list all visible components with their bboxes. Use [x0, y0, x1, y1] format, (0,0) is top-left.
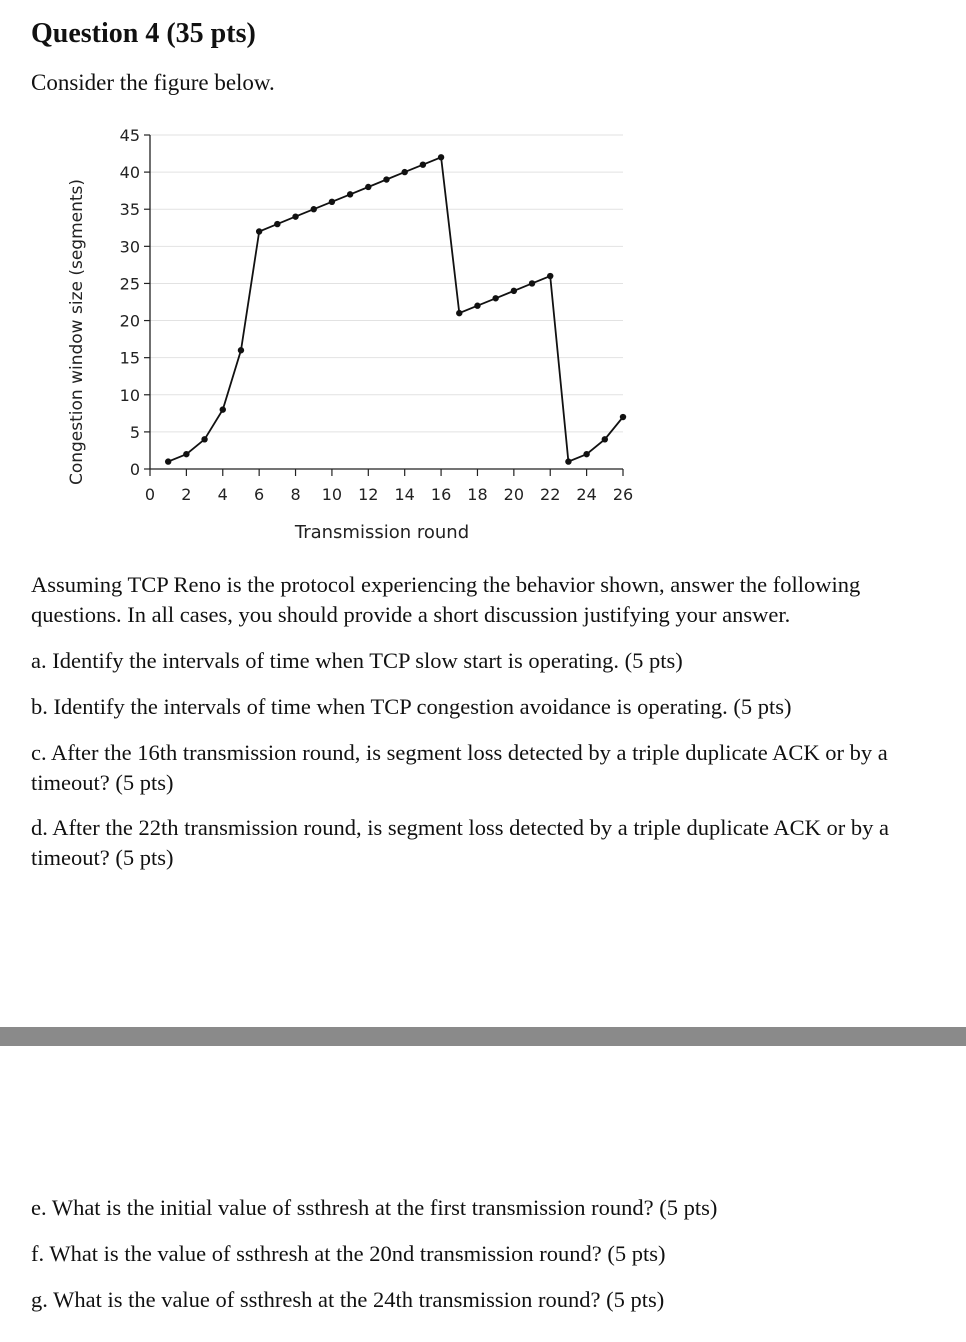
data-point-19 [492, 295, 498, 301]
data-point-7 [274, 221, 280, 227]
x-tick-label-13: 26 [612, 485, 634, 504]
data-point-13 [383, 176, 389, 182]
data-point-4 [220, 406, 226, 412]
y-tick-label-3: 15 [119, 348, 140, 368]
cwnd-chart [60, 120, 660, 550]
y-tick-label-8: 40 [119, 163, 140, 183]
chart-y-label: Congestion window size (segments) [67, 178, 87, 486]
x-tick-label-2: 4 [217, 485, 228, 504]
part-g: g. What is the value of ssthresh at the 24th transmission round? (5 pts) [31, 1287, 665, 1312]
x-tick-label-6: 12 [358, 485, 379, 504]
y-tick-label-5: 25 [119, 274, 140, 294]
data-point-18 [474, 303, 480, 309]
x-tick-label-11: 22 [540, 485, 561, 504]
x-tick-label-7: 14 [394, 485, 415, 504]
y-tick-label-4: 20 [119, 311, 140, 331]
x-tick-labels [145, 485, 633, 504]
series-line [168, 157, 623, 461]
data-point-1 [165, 458, 171, 464]
data-point-20 [511, 288, 517, 294]
part-a: a. Identify the intervals of time when TCP slow start is operating. (5 pts) [31, 648, 683, 673]
data-point-12 [365, 184, 371, 190]
y-tick-label-1: 5 [129, 422, 140, 442]
x-tick-label-5: 10 [321, 485, 343, 504]
data-point-8 [292, 213, 298, 219]
question-title: Question 4 (35 pts) [31, 18, 256, 49]
part-d: d. After the 22th transmission round, is segment loss detected by a triple duplicate ACK or by a timeout? (5 pts) [31, 815, 889, 870]
cwnd-series [165, 154, 626, 465]
question-intro: Consider the figure below. [31, 70, 275, 95]
data-point-6 [256, 228, 262, 234]
data-point-14 [401, 169, 407, 175]
data-point-11 [347, 191, 353, 197]
part-c: c. After the 16th transmission round, is segment loss detected by a triple duplicate ACK or by a timeout? (5 pts) [31, 740, 888, 795]
y-tick-labels [120, 126, 140, 479]
chart-x-label: Transmission round [294, 522, 470, 543]
y-tick-label-6: 30 [119, 237, 140, 257]
data-point-9 [311, 206, 317, 212]
part-f: f. What is the value of ssthresh at the 20nd transmission round? (5 pts) [31, 1241, 666, 1266]
question-preamble: Assuming TCP Reno is the protocol experiencing the behavior shown, answer the following questions. In all cases, you should provide a short discussion justifying your answer. [31, 572, 861, 627]
data-point-23 [565, 458, 571, 464]
x-tick-label-9: 18 [467, 485, 488, 504]
data-point-5 [238, 347, 244, 353]
y-tick-label-2: 10 [119, 385, 140, 405]
x-tick-label-1: 2 [181, 485, 192, 504]
x-tick-label-8: 16 [430, 485, 452, 504]
y-tick-label-9: 45 [119, 126, 140, 145]
data-point-21 [529, 280, 535, 286]
x-tick-label-10: 20 [503, 485, 525, 504]
data-point-22 [547, 273, 553, 279]
y-tick-label-7: 35 [119, 200, 140, 220]
part-e: e. What is the initial value of ssthresh at the first transmission round? (5 pts) [31, 1195, 718, 1220]
part-b: b. Identify the intervals of time when TCP congestion avoidance is operating. (5 pts) [31, 694, 792, 719]
data-point-24 [583, 451, 589, 457]
data-point-25 [602, 436, 608, 442]
x-tick-label-4: 8 [290, 485, 301, 504]
data-point-16 [438, 154, 444, 160]
data-point-26 [620, 414, 626, 420]
x-tick-label-12: 24 [576, 485, 597, 504]
y-tick-label-0: 0 [129, 460, 140, 479]
data-point-3 [201, 436, 207, 442]
page-divider [0, 1027, 966, 1046]
data-point-2 [183, 451, 189, 457]
data-point-10 [329, 199, 335, 205]
x-tick-label-3: 6 [254, 485, 265, 504]
data-point-15 [420, 161, 426, 167]
x-tick-label-0: 0 [144, 485, 156, 504]
data-point-17 [456, 310, 462, 316]
chart-axes [144, 135, 623, 476]
